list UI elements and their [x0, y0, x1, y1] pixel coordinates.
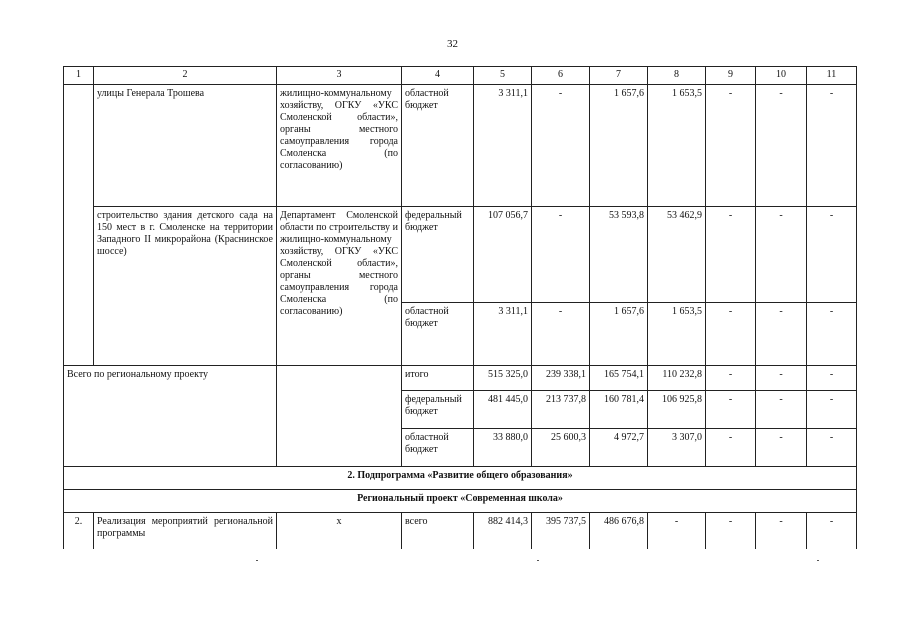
value-cell: -: [756, 207, 807, 303]
value-cell: -: [807, 85, 857, 207]
value-cell: -: [706, 85, 756, 207]
value-cell: -: [706, 366, 756, 391]
cut-mark: [537, 560, 539, 561]
value-cell: -: [532, 303, 590, 366]
value-cell: -: [756, 513, 807, 549]
value-cell: -: [807, 303, 857, 366]
event-name-cell: строительство здания детского сада на 150 мест в г. Смоленске на территории Западного II микрорайона (Краснинское шоссе): [94, 207, 277, 366]
value-cell: -: [706, 429, 756, 467]
value-cell: 107 056,7: [474, 207, 532, 303]
value-cell: 3 307,0: [648, 429, 706, 467]
header-cell: 4: [402, 67, 474, 85]
event-name-cell: Реализация мероприятий региональной программы: [94, 513, 277, 549]
header-cell: 9: [706, 67, 756, 85]
value-cell: -: [756, 85, 807, 207]
value-cell: -: [756, 303, 807, 366]
project-heading: Региональный проект «Современная школа»: [64, 490, 857, 513]
header-cell: 3: [277, 67, 402, 85]
value-cell: 882 414,3: [474, 513, 532, 549]
value-cell: 213 737,8: [532, 391, 590, 429]
value-cell: 486 676,8: [590, 513, 648, 549]
header-cell: 6: [532, 67, 590, 85]
value-cell: 165 754,1: [590, 366, 648, 391]
table-row: [64, 207, 857, 303]
value-cell: 515 325,0: [474, 366, 532, 391]
value-cell: 1 657,6: [590, 85, 648, 207]
value-cell: 53 593,8: [590, 207, 648, 303]
header-cell: 7: [590, 67, 648, 85]
value-cell: 160 781,4: [590, 391, 648, 429]
value-cell: 1 653,5: [648, 303, 706, 366]
row-number-cell: [64, 85, 94, 366]
value-cell: 110 232,8: [648, 366, 706, 391]
value-cell: -: [706, 207, 756, 303]
budget-table: [63, 66, 857, 549]
value-cell: 106 925,8: [648, 391, 706, 429]
header-cell: 5: [474, 67, 532, 85]
executor-cell: жилищно-коммунальному хозяйству, ОГКУ «УКС Смоленской области», органы местного самоуправления города Смоленска (по согласованию): [277, 85, 402, 207]
value-cell: -: [648, 513, 706, 549]
executor-cell: х: [277, 513, 402, 549]
value-cell: 4 972,7: [590, 429, 648, 467]
table-row: [64, 513, 857, 549]
value-cell: 25 600,3: [532, 429, 590, 467]
value-cell: -: [756, 429, 807, 467]
funding-source-cell: областной бюджет: [402, 429, 474, 467]
value-cell: 239 338,1: [532, 366, 590, 391]
value-cell: -: [807, 391, 857, 429]
cut-mark: [817, 560, 819, 561]
value-cell: -: [706, 303, 756, 366]
section-row: [64, 467, 857, 490]
header-cell: 1: [64, 67, 94, 85]
funding-source-cell: областной бюджет: [402, 85, 474, 207]
header-cell: 8: [648, 67, 706, 85]
value-cell: -: [706, 391, 756, 429]
funding-source-cell: областной бюджет: [402, 303, 474, 366]
funding-source-cell: федеральный бюджет: [402, 391, 474, 429]
funding-source-cell: федеральный бюджет: [402, 207, 474, 303]
value-cell: 3 311,1: [474, 85, 532, 207]
table-row: [64, 85, 857, 207]
value-cell: -: [756, 366, 807, 391]
value-cell: 53 462,9: [648, 207, 706, 303]
value-cell: 395 737,5: [532, 513, 590, 549]
value-cell: -: [532, 207, 590, 303]
table-row: [64, 366, 857, 391]
value-cell: -: [532, 85, 590, 207]
funding-source-cell: всего: [402, 513, 474, 549]
page-number: 32: [447, 38, 458, 50]
value-cell: -: [807, 429, 857, 467]
value-cell: -: [706, 513, 756, 549]
value-cell: 33 880,0: [474, 429, 532, 467]
value-cell: -: [807, 207, 857, 303]
header-cell: 10: [756, 67, 807, 85]
section-row: [64, 490, 857, 513]
value-cell: 3 311,1: [474, 303, 532, 366]
empty-cell: [277, 366, 402, 467]
event-name-cell: улицы Генерала Трошева: [94, 85, 277, 207]
page-cut-marks: [63, 560, 856, 568]
header-cell: 11: [807, 67, 857, 85]
row-number-cell: 2.: [64, 513, 94, 549]
subprogram-heading: 2. Подпрограмма «Развитие общего образования»: [64, 467, 857, 490]
executor-cell: Департамент Смоленской области по строительству и жилищно-коммунальному хозяйству, ОГКУ «УКС Смоленской области», органы местного самоуправления города Смоленска (по согласованию): [277, 207, 402, 366]
value-cell: -: [756, 391, 807, 429]
value-cell: 481 445,0: [474, 391, 532, 429]
value-cell: 1 653,5: [648, 85, 706, 207]
header-cell: 2: [94, 67, 277, 85]
funding-source-cell: итого: [402, 366, 474, 391]
value-cell: -: [807, 513, 857, 549]
value-cell: -: [807, 366, 857, 391]
total-label-cell: Всего по региональному проекту: [64, 366, 277, 467]
value-cell: 1 657,6: [590, 303, 648, 366]
cut-mark: [256, 560, 258, 561]
header-row: [64, 67, 857, 85]
